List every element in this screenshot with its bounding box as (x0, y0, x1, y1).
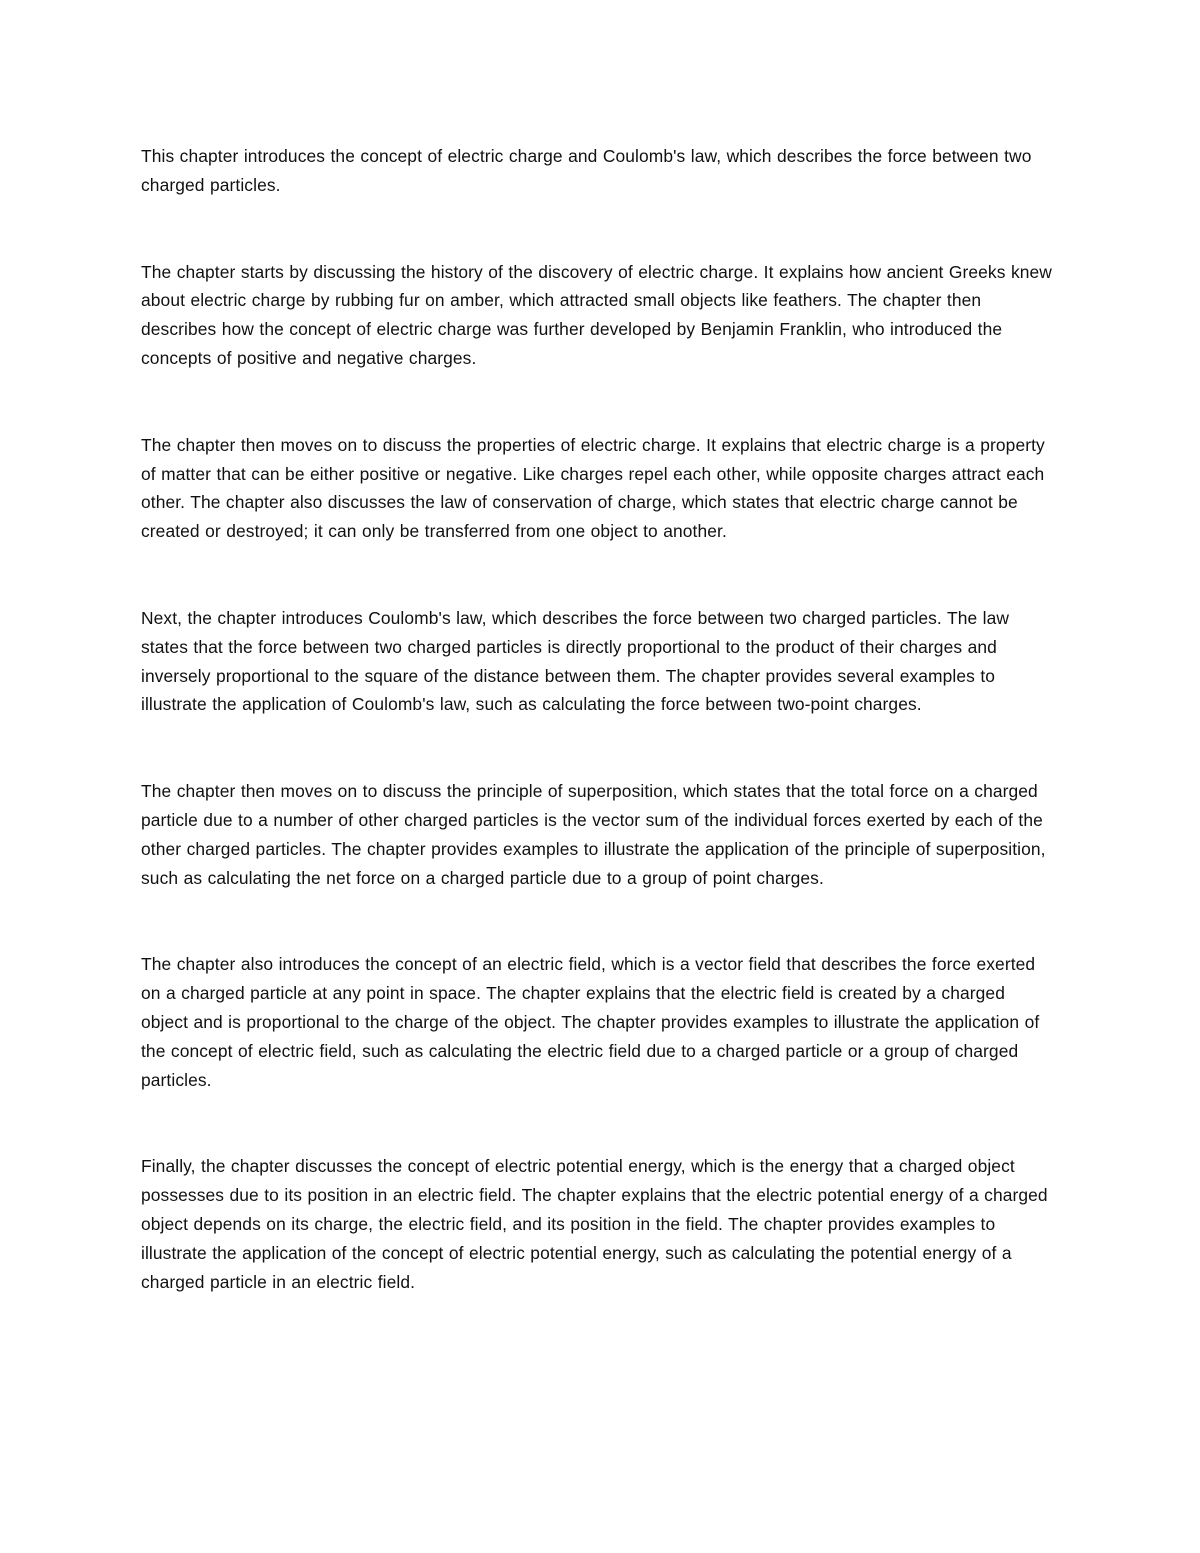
paragraph-intro: This chapter introduces the concept of electric charge and Coulomb's law, which describes the force between two charged particles. (141, 146, 1032, 195)
paragraph-coulombs-law: Next, the chapter introduces Coulomb's law, which describes the force between two charged particles. The law states that the force between two charged particles is directly proportional to the product of their charges and inversely proportional to the square of the distance between them. The chapter provides several examples to illustrate the application of Coulomb's law, such as calculating the force between two-point charges. (141, 607, 1010, 715)
paragraph-history: The chapter starts by discussing the history of the discovery of electric charge. It explains how ancient Greeks knew about electric charge by rubbing fur on amber, which attracted small objects like feathers. The chapter then describes how the concept of electric charge was further developed by Benjamin Franklin, who introduced the concepts of positive and negative charges. (141, 261, 1052, 368)
paragraph-potential-energy: Finally, the chapter discusses the concept of electric potential energy, which is the energy that a charged object possesses due to its position in an electric field. The chapter explains that the electric potential energy of a charged object depends on its charge, the electric field, and its position in the field. The chapter provides examples to illustrate the application of the concept of electric potential energy, such as calculating the potential energy of a charged particle in an electric field. (141, 1156, 1048, 1292)
paragraph-superposition: The chapter then moves on to discuss the principle of superposition, which states that the total force on a charged particle due to a number of other charged particles is the vector sum of the individual forces exerted by each of the other charged particles. The chapter provides examples to illustrate the application of the principle of superposition, such as calculating the net force on a charged particle due to a group of point charges. (141, 781, 1046, 888)
paragraph-electric-field: The chapter also introduces the concept of an electric field, which is a vector field that describes the force exerted on a charged particle at any point in space. The chapter explains that the electric field is created by a charged object and is proportional to the charge of the object. The chapter provides examples to illustrate the application of the concept of electric field, such as calculating the electric field due to a charged particle or a group of charged particles. (141, 954, 1040, 1090)
paragraph-properties: The chapter then moves on to discuss the properties of electric charge. It explains that electric charge is a property of matter that can be either positive or negative. Like charges repel each other, while opposite charges attract each other. The chapter also discusses the law of conservation of charge, which states that electric charge cannot be created or destroyed; it can only be transferred from one object to another. (141, 434, 1045, 542)
document-body (141, 142, 1056, 1296)
